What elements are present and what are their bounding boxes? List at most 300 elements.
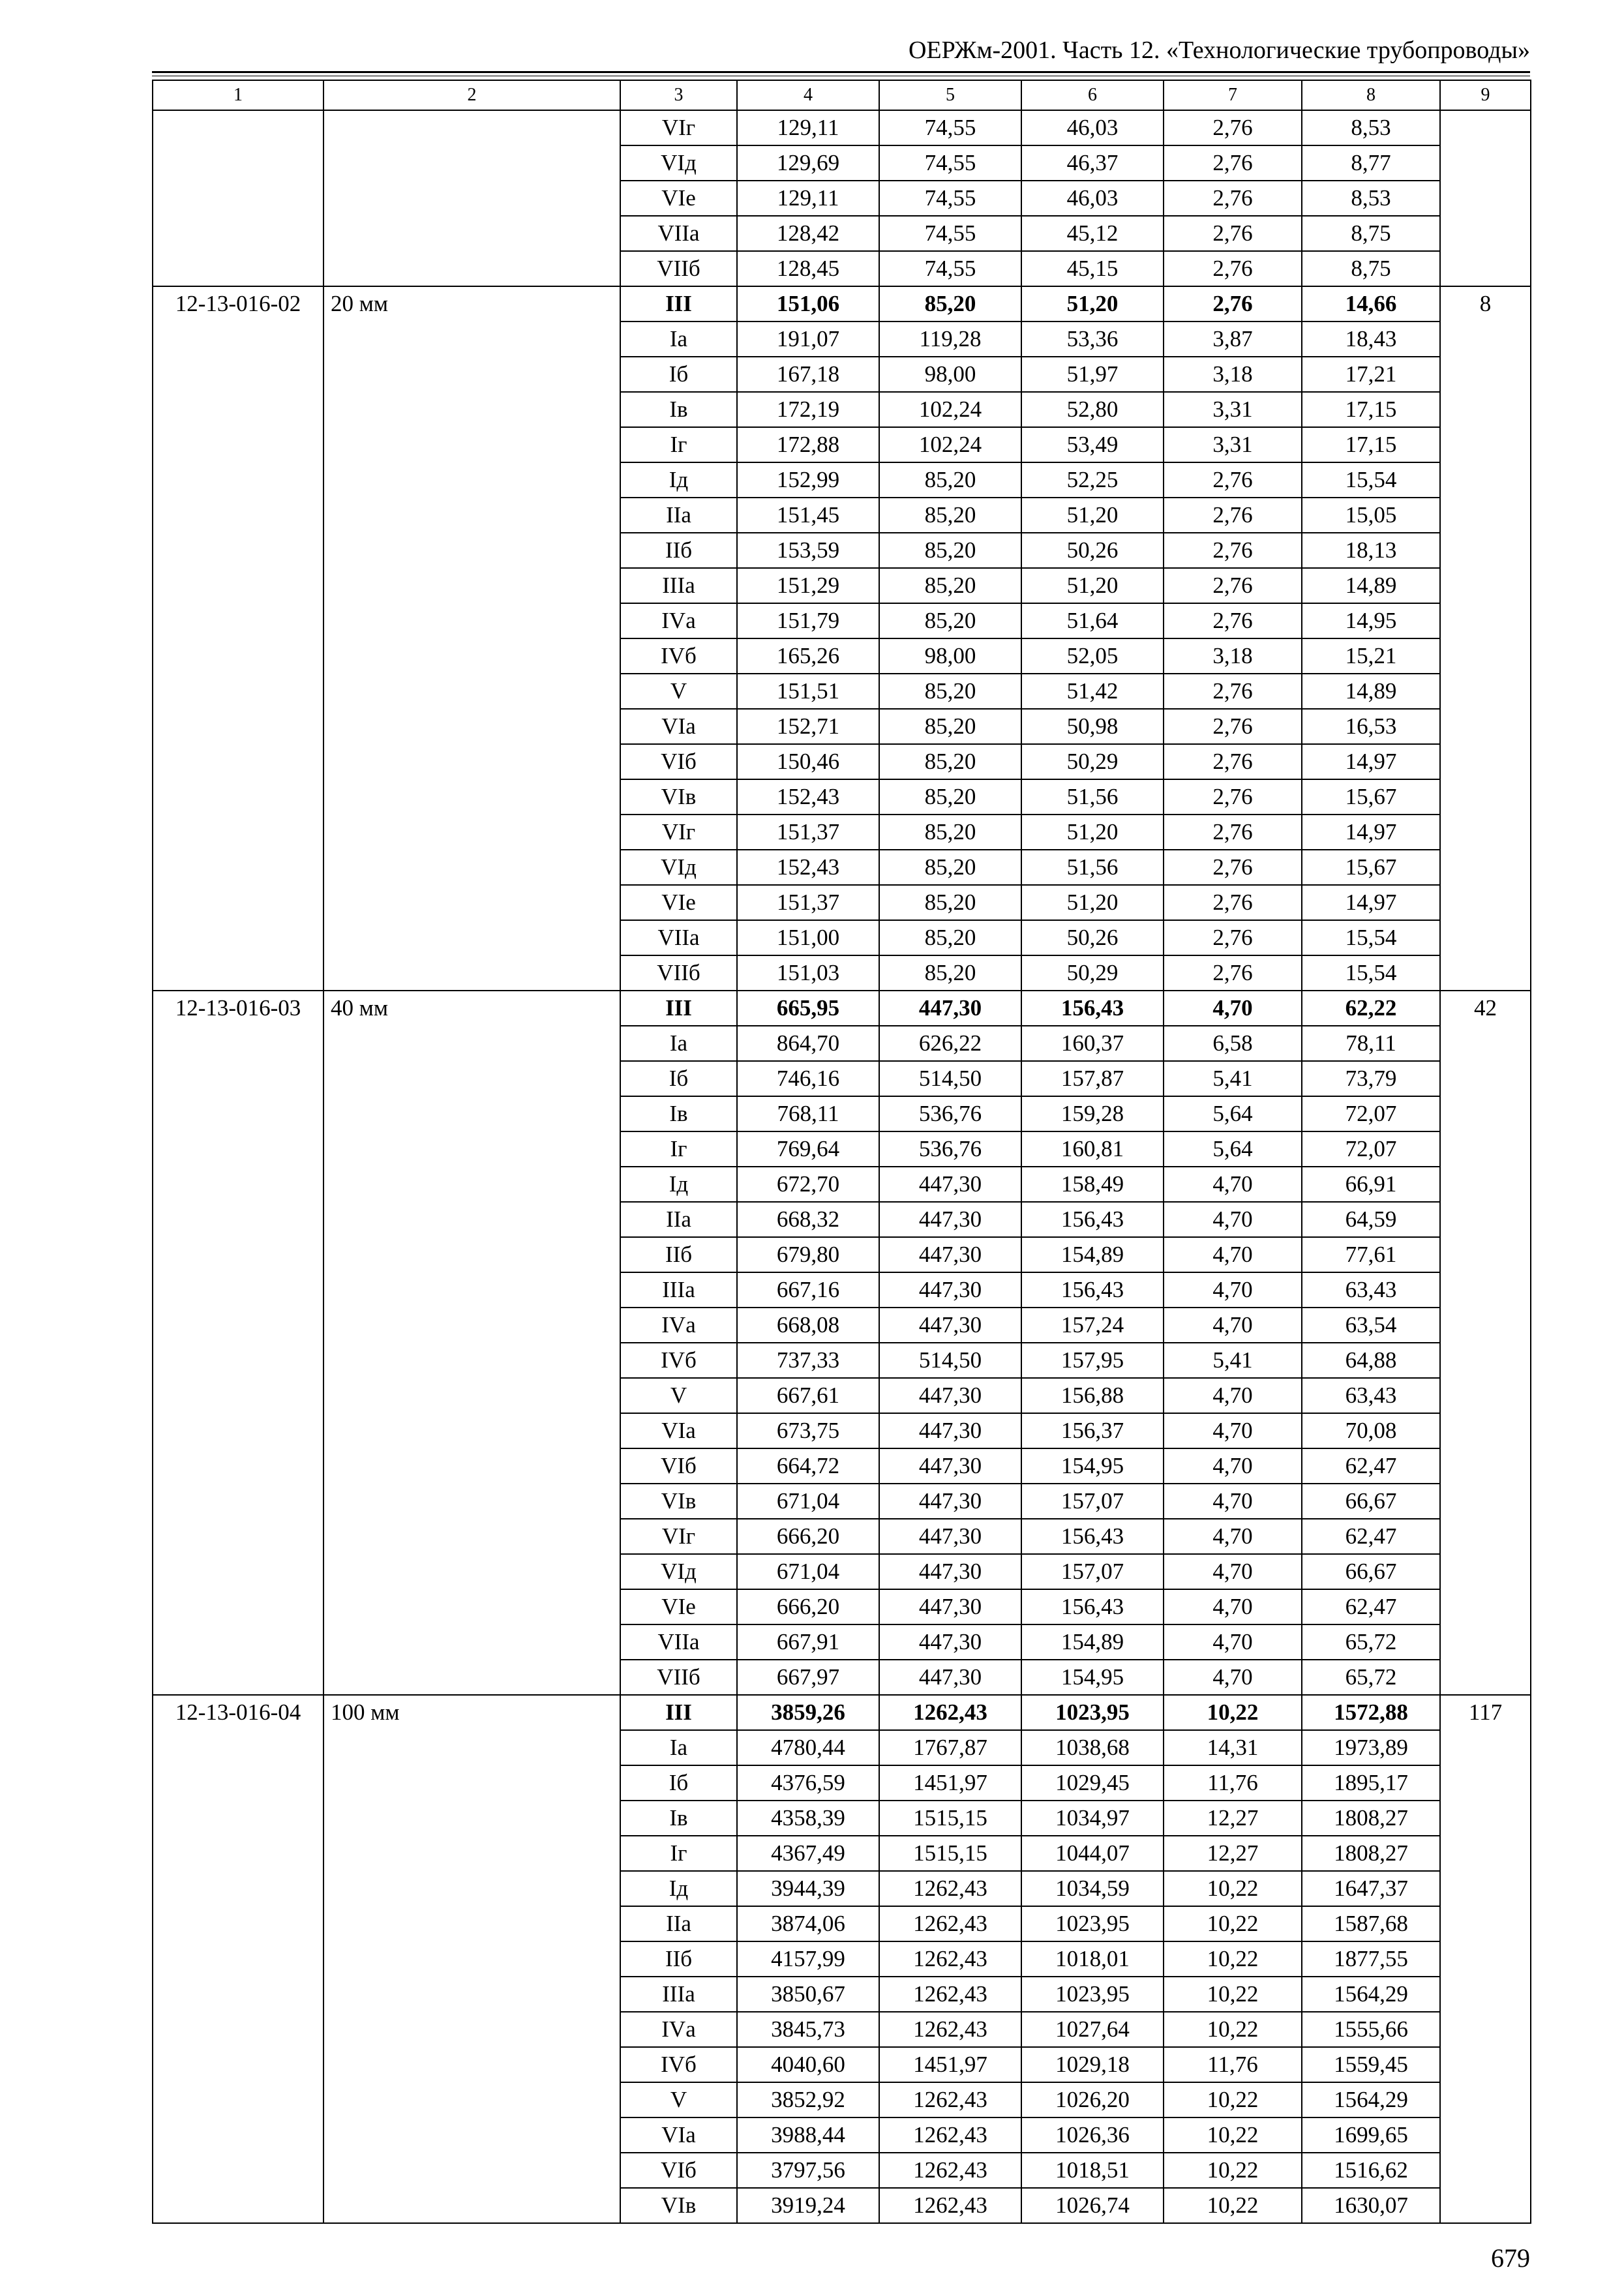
machine-cost-cell: 154,95	[1021, 1448, 1164, 1484]
total-cost-cell: 153,59	[737, 533, 879, 568]
total-cost-cell: 667,16	[737, 1272, 879, 1308]
total-cost-cell: 768,11	[737, 1096, 879, 1131]
wages-cell: 447,30	[879, 1484, 1021, 1519]
materials-cost-cell: 1587,68	[1302, 1906, 1440, 1941]
materials-cost-cell: 14,66	[1302, 286, 1440, 322]
variant-cell: VIа	[620, 2117, 737, 2153]
machine-cost-cell: 160,81	[1021, 1131, 1164, 1167]
total-cost-cell: 152,99	[737, 462, 879, 498]
materials-cost-cell: 14,97	[1302, 744, 1440, 779]
machinist-wages-cell: 12,27	[1164, 1836, 1302, 1871]
materials-cost-cell: 1895,17	[1302, 1765, 1440, 1801]
materials-cost-cell: 15,54	[1302, 462, 1440, 498]
machine-cost-cell: 1044,07	[1021, 1836, 1164, 1871]
total-cost-cell: 671,04	[737, 1554, 879, 1589]
variant-cell: VIд	[620, 850, 737, 885]
machinist-wages-cell: 5,41	[1164, 1061, 1302, 1096]
total-cost-cell: 151,51	[737, 674, 879, 709]
wages-cell: 447,30	[879, 991, 1021, 1026]
materials-cost-cell: 17,15	[1302, 427, 1440, 462]
materials-cost-cell: 15,67	[1302, 779, 1440, 815]
materials-cost-cell: 66,67	[1302, 1554, 1440, 1589]
wages-cell: 85,20	[879, 709, 1021, 744]
total-cost-cell: 737,33	[737, 1343, 879, 1378]
wages-cell: 447,30	[879, 1272, 1021, 1308]
variant-cell: VIIа	[620, 216, 737, 251]
variant-cell: VIв	[620, 1484, 737, 1519]
wages-cell: 1262,43	[879, 2117, 1021, 2153]
wages-cell: 447,30	[879, 1308, 1021, 1343]
total-cost-cell: 3988,44	[737, 2117, 879, 2153]
materials-cost-cell: 64,88	[1302, 1343, 1440, 1378]
materials-cost-cell: 1973,89	[1302, 1730, 1440, 1765]
machine-cost-cell: 50,29	[1021, 744, 1164, 779]
total-cost-cell: 666,20	[737, 1519, 879, 1554]
machinist-wages-cell: 2,76	[1164, 498, 1302, 533]
wages-cell: 1515,15	[879, 1836, 1021, 1871]
machine-cost-cell: 46,03	[1021, 110, 1164, 145]
total-cost-cell: 3919,24	[737, 2188, 879, 2223]
variant-cell: VIе	[620, 1589, 737, 1624]
wages-cell: 447,30	[879, 1237, 1021, 1272]
machine-cost-cell: 50,98	[1021, 709, 1164, 744]
wages-cell: 74,55	[879, 251, 1021, 286]
variant-cell: VIе	[620, 885, 737, 920]
machinist-wages-cell: 5,64	[1164, 1096, 1302, 1131]
machinist-wages-cell: 4,70	[1164, 1624, 1302, 1660]
rate-code-cell: 12-13-016-02	[153, 286, 323, 991]
rate-name-cell	[323, 110, 620, 286]
variant-cell: IVа	[620, 2012, 737, 2047]
wages-cell: 85,20	[879, 286, 1021, 322]
materials-cost-cell: 1877,55	[1302, 1941, 1440, 1977]
machine-cost-cell: 51,20	[1021, 815, 1164, 850]
table-row	[153, 1695, 1531, 1730]
machinist-wages-cell: 2,76	[1164, 568, 1302, 603]
materials-cost-cell: 14,97	[1302, 885, 1440, 920]
materials-cost-cell: 8,75	[1302, 216, 1440, 251]
machine-cost-cell: 1018,51	[1021, 2153, 1164, 2188]
machine-cost-cell: 52,80	[1021, 392, 1164, 427]
total-cost-cell: 664,72	[737, 1448, 879, 1484]
labor-cost-cell	[1440, 110, 1531, 286]
total-cost-cell: 667,97	[737, 1660, 879, 1695]
variant-cell: IVа	[620, 603, 737, 638]
wages-cell: 85,20	[879, 568, 1021, 603]
table-row	[153, 286, 1531, 322]
total-cost-cell: 191,07	[737, 322, 879, 357]
machine-cost-cell: 159,28	[1021, 1096, 1164, 1131]
total-cost-cell: 4780,44	[737, 1730, 879, 1765]
total-cost-cell: 3874,06	[737, 1906, 879, 1941]
materials-cost-cell: 1559,45	[1302, 2047, 1440, 2082]
wages-cell: 74,55	[879, 181, 1021, 216]
total-cost-cell: 151,29	[737, 568, 879, 603]
variant-cell: IVб	[620, 638, 737, 674]
variant-cell: V	[620, 1378, 737, 1413]
variant-cell: VIг	[620, 815, 737, 850]
variant-cell: VIг	[620, 1519, 737, 1554]
machinist-wages-cell: 2,76	[1164, 815, 1302, 850]
wages-cell: 1262,43	[879, 2153, 1021, 2188]
rate-name-cell: 20 мм	[323, 286, 620, 991]
header-rule-thick	[152, 71, 1530, 73]
machine-cost-cell: 51,56	[1021, 779, 1164, 815]
machinist-wages-cell: 10,22	[1164, 1695, 1302, 1730]
variant-cell: VIIа	[620, 1624, 737, 1660]
materials-cost-cell: 15,67	[1302, 850, 1440, 885]
materials-cost-cell: 15,05	[1302, 498, 1440, 533]
wages-cell: 85,20	[879, 850, 1021, 885]
machine-cost-cell: 154,89	[1021, 1624, 1164, 1660]
materials-cost-cell: 62,47	[1302, 1448, 1440, 1484]
machinist-wages-cell: 2,76	[1164, 779, 1302, 815]
wages-cell: 1262,43	[879, 1941, 1021, 1977]
wages-cell: 74,55	[879, 216, 1021, 251]
materials-cost-cell: 64,59	[1302, 1202, 1440, 1237]
column-number: 1	[153, 80, 323, 110]
machinist-wages-cell: 5,41	[1164, 1343, 1302, 1378]
variant-cell: III	[620, 1695, 737, 1730]
wages-cell: 514,50	[879, 1061, 1021, 1096]
rate-name-cell: 40 мм	[323, 991, 620, 1695]
variant-cell: III	[620, 991, 737, 1026]
total-cost-cell: 746,16	[737, 1061, 879, 1096]
materials-cost-cell: 62,47	[1302, 1589, 1440, 1624]
machine-cost-cell: 157,07	[1021, 1484, 1164, 1519]
rates-table	[152, 80, 1531, 2224]
variant-cell: VIд	[620, 1554, 737, 1589]
variant-cell: Iв	[620, 1096, 737, 1131]
machinist-wages-cell: 4,70	[1164, 1448, 1302, 1484]
machine-cost-cell: 156,88	[1021, 1378, 1164, 1413]
machine-cost-cell: 51,56	[1021, 850, 1164, 885]
machine-cost-cell: 1029,18	[1021, 2047, 1164, 2082]
total-cost-cell: 668,08	[737, 1308, 879, 1343]
wages-cell: 447,30	[879, 1589, 1021, 1624]
materials-cost-cell: 16,53	[1302, 709, 1440, 744]
materials-cost-cell: 72,07	[1302, 1096, 1440, 1131]
rates-table-body	[153, 80, 1531, 2223]
machine-cost-cell: 157,07	[1021, 1554, 1164, 1589]
wages-cell: 1262,43	[879, 1977, 1021, 2012]
total-cost-cell: 864,70	[737, 1026, 879, 1061]
machinist-wages-cell: 11,76	[1164, 2047, 1302, 2082]
machinist-wages-cell: 10,22	[1164, 1977, 1302, 2012]
materials-cost-cell: 15,54	[1302, 920, 1440, 955]
machinist-wages-cell: 2,76	[1164, 955, 1302, 991]
machine-cost-cell: 50,26	[1021, 920, 1164, 955]
variant-cell: Iб	[620, 357, 737, 392]
variant-cell: IIа	[620, 1906, 737, 1941]
machine-cost-cell: 46,03	[1021, 181, 1164, 216]
rate-name-cell: 100 мм	[323, 1695, 620, 2223]
machinist-wages-cell: 3,31	[1164, 392, 1302, 427]
wages-cell: 85,20	[879, 779, 1021, 815]
variant-cell: Iг	[620, 1131, 737, 1167]
total-cost-cell: 4358,39	[737, 1801, 879, 1836]
machinist-wages-cell: 3,31	[1164, 427, 1302, 462]
materials-cost-cell: 62,47	[1302, 1519, 1440, 1554]
table-row	[153, 991, 1531, 1026]
machinist-wages-cell: 11,76	[1164, 1765, 1302, 1801]
machinist-wages-cell: 2,76	[1164, 251, 1302, 286]
variant-cell: VIIа	[620, 920, 737, 955]
total-cost-cell: 665,95	[737, 991, 879, 1026]
total-cost-cell: 672,70	[737, 1167, 879, 1202]
machine-cost-cell: 51,97	[1021, 357, 1164, 392]
wages-cell: 119,28	[879, 322, 1021, 357]
materials-cost-cell: 1572,88	[1302, 1695, 1440, 1730]
total-cost-cell: 4367,49	[737, 1836, 879, 1871]
wages-cell: 1262,43	[879, 1871, 1021, 1906]
machine-cost-cell: 156,43	[1021, 1589, 1164, 1624]
machinist-wages-cell: 4,70	[1164, 1554, 1302, 1589]
column-number: 4	[737, 80, 879, 110]
machinist-wages-cell: 2,76	[1164, 181, 1302, 216]
materials-cost-cell: 1647,37	[1302, 1871, 1440, 1906]
variant-cell: VIв	[620, 779, 737, 815]
materials-cost-cell: 17,21	[1302, 357, 1440, 392]
table-row	[153, 110, 1531, 145]
materials-cost-cell: 17,15	[1302, 392, 1440, 427]
machine-cost-cell: 45,12	[1021, 216, 1164, 251]
materials-cost-cell: 66,67	[1302, 1484, 1440, 1519]
machinist-wages-cell: 4,70	[1164, 1413, 1302, 1448]
materials-cost-cell: 77,61	[1302, 1237, 1440, 1272]
machinist-wages-cell: 2,76	[1164, 216, 1302, 251]
machine-cost-cell: 46,37	[1021, 145, 1164, 181]
machinist-wages-cell: 4,70	[1164, 991, 1302, 1026]
machinist-wages-cell: 4,70	[1164, 1660, 1302, 1695]
variant-cell: IIIа	[620, 568, 737, 603]
variant-cell: Iд	[620, 1167, 737, 1202]
column-number: 5	[879, 80, 1021, 110]
machinist-wages-cell: 3,18	[1164, 357, 1302, 392]
page-number: 679	[1491, 2243, 1530, 2273]
total-cost-cell: 152,71	[737, 709, 879, 744]
variant-cell: VIа	[620, 1413, 737, 1448]
materials-cost-cell: 15,54	[1302, 955, 1440, 991]
materials-cost-cell: 14,95	[1302, 603, 1440, 638]
total-cost-cell: 151,00	[737, 920, 879, 955]
total-cost-cell: 129,69	[737, 145, 879, 181]
total-cost-cell: 165,26	[737, 638, 879, 674]
wages-cell: 98,00	[879, 357, 1021, 392]
wages-cell: 85,20	[879, 533, 1021, 568]
materials-cost-cell: 1516,62	[1302, 2153, 1440, 2188]
total-cost-cell: 679,80	[737, 1237, 879, 1272]
total-cost-cell: 673,75	[737, 1413, 879, 1448]
wages-cell: 447,30	[879, 1413, 1021, 1448]
total-cost-cell: 128,42	[737, 216, 879, 251]
variant-cell: Iа	[620, 1730, 737, 1765]
total-cost-cell: 4157,99	[737, 1941, 879, 1977]
machine-cost-cell: 1027,64	[1021, 2012, 1164, 2047]
machinist-wages-cell: 4,70	[1164, 1237, 1302, 1272]
wages-cell: 74,55	[879, 110, 1021, 145]
variant-cell: VIв	[620, 2188, 737, 2223]
column-number: 8	[1302, 80, 1440, 110]
machine-cost-cell: 156,37	[1021, 1413, 1164, 1448]
wages-cell: 447,30	[879, 1202, 1021, 1237]
machine-cost-cell: 1026,74	[1021, 2188, 1164, 2223]
total-cost-cell: 167,18	[737, 357, 879, 392]
materials-cost-cell: 66,91	[1302, 1167, 1440, 1202]
machinist-wages-cell: 4,70	[1164, 1378, 1302, 1413]
machinist-wages-cell: 2,76	[1164, 885, 1302, 920]
variant-cell: IIIа	[620, 1272, 737, 1308]
machine-cost-cell: 158,49	[1021, 1167, 1164, 1202]
wages-cell: 1262,43	[879, 2188, 1021, 2223]
wages-cell: 85,20	[879, 603, 1021, 638]
machine-cost-cell: 156,43	[1021, 1202, 1164, 1237]
wages-cell: 536,76	[879, 1131, 1021, 1167]
labor-cost-cell: 42	[1440, 991, 1531, 1695]
machine-cost-cell: 51,20	[1021, 885, 1164, 920]
rate-code-cell	[153, 110, 323, 286]
machine-cost-cell: 1023,95	[1021, 1906, 1164, 1941]
materials-cost-cell: 78,11	[1302, 1026, 1440, 1061]
machine-cost-cell: 1034,97	[1021, 1801, 1164, 1836]
wages-cell: 1262,43	[879, 2082, 1021, 2117]
machine-cost-cell: 154,89	[1021, 1237, 1164, 1272]
wages-cell: 102,24	[879, 427, 1021, 462]
machine-cost-cell: 154,95	[1021, 1660, 1164, 1695]
materials-cost-cell: 65,72	[1302, 1660, 1440, 1695]
machine-cost-cell: 1038,68	[1021, 1730, 1164, 1765]
variant-cell: VIд	[620, 145, 737, 181]
machinist-wages-cell: 3,18	[1164, 638, 1302, 674]
wages-cell: 85,20	[879, 674, 1021, 709]
total-cost-cell: 151,06	[737, 286, 879, 322]
machine-cost-cell: 1023,95	[1021, 1695, 1164, 1730]
variant-cell: IVб	[620, 1343, 737, 1378]
total-cost-cell: 3850,67	[737, 1977, 879, 2012]
variant-cell: Iд	[620, 462, 737, 498]
variant-cell: V	[620, 674, 737, 709]
total-cost-cell: 151,45	[737, 498, 879, 533]
variant-cell: Iв	[620, 392, 737, 427]
materials-cost-cell: 18,43	[1302, 322, 1440, 357]
materials-cost-cell: 1808,27	[1302, 1801, 1440, 1836]
materials-cost-cell: 14,89	[1302, 568, 1440, 603]
machine-cost-cell: 50,29	[1021, 955, 1164, 991]
materials-cost-cell: 72,07	[1302, 1131, 1440, 1167]
variant-cell: VIб	[620, 1448, 737, 1484]
wages-cell: 447,30	[879, 1660, 1021, 1695]
variant-cell: VIб	[620, 2153, 737, 2188]
machinist-wages-cell: 5,64	[1164, 1131, 1302, 1167]
total-cost-cell: 129,11	[737, 181, 879, 216]
machinist-wages-cell: 3,87	[1164, 322, 1302, 357]
column-number: 2	[323, 80, 620, 110]
materials-cost-cell: 8,53	[1302, 110, 1440, 145]
machinist-wages-cell: 4,70	[1164, 1589, 1302, 1624]
column-number-row	[153, 80, 1531, 110]
machinist-wages-cell: 10,22	[1164, 2082, 1302, 2117]
total-cost-cell: 668,32	[737, 1202, 879, 1237]
variant-cell: III	[620, 286, 737, 322]
total-cost-cell: 128,45	[737, 251, 879, 286]
total-cost-cell: 151,37	[737, 885, 879, 920]
materials-cost-cell: 14,89	[1302, 674, 1440, 709]
total-cost-cell: 3797,56	[737, 2153, 879, 2188]
machine-cost-cell: 160,37	[1021, 1026, 1164, 1061]
total-cost-cell: 667,91	[737, 1624, 879, 1660]
machine-cost-cell: 51,20	[1021, 286, 1164, 322]
variant-cell: VIе	[620, 181, 737, 216]
machine-cost-cell: 1034,59	[1021, 1871, 1164, 1906]
materials-cost-cell: 15,21	[1302, 638, 1440, 674]
machine-cost-cell: 53,36	[1021, 322, 1164, 357]
variant-cell: VIб	[620, 744, 737, 779]
column-number: 9	[1440, 80, 1531, 110]
machine-cost-cell: 1026,20	[1021, 2082, 1164, 2117]
total-cost-cell: 151,79	[737, 603, 879, 638]
variant-cell: IIIа	[620, 1977, 737, 2012]
variant-cell: Iг	[620, 427, 737, 462]
materials-cost-cell: 1699,65	[1302, 2117, 1440, 2153]
total-cost-cell: 172,88	[737, 427, 879, 462]
column-number: 3	[620, 80, 737, 110]
total-cost-cell: 671,04	[737, 1484, 879, 1519]
variant-cell: VIIб	[620, 955, 737, 991]
labor-cost-cell: 117	[1440, 1695, 1531, 2223]
machine-cost-cell: 156,43	[1021, 1519, 1164, 1554]
machine-cost-cell: 1029,45	[1021, 1765, 1164, 1801]
machine-cost-cell: 1026,36	[1021, 2117, 1164, 2153]
total-cost-cell: 3944,39	[737, 1871, 879, 1906]
materials-cost-cell: 1808,27	[1302, 1836, 1440, 1871]
wages-cell: 1262,43	[879, 1906, 1021, 1941]
wages-cell: 85,20	[879, 920, 1021, 955]
materials-cost-cell: 63,43	[1302, 1272, 1440, 1308]
wages-cell: 514,50	[879, 1343, 1021, 1378]
machinist-wages-cell: 2,76	[1164, 850, 1302, 885]
wages-cell: 1262,43	[879, 1695, 1021, 1730]
wages-cell: 98,00	[879, 638, 1021, 674]
machinist-wages-cell: 4,70	[1164, 1202, 1302, 1237]
machinist-wages-cell: 2,76	[1164, 462, 1302, 498]
rate-code-cell: 12-13-016-04	[153, 1695, 323, 2223]
variant-cell: IIб	[620, 1237, 737, 1272]
machine-cost-cell: 51,20	[1021, 568, 1164, 603]
machinist-wages-cell: 2,76	[1164, 533, 1302, 568]
wages-cell: 85,20	[879, 815, 1021, 850]
total-cost-cell: 129,11	[737, 110, 879, 145]
machinist-wages-cell: 4,70	[1164, 1167, 1302, 1202]
wages-cell: 447,30	[879, 1167, 1021, 1202]
labor-cost-cell: 8	[1440, 286, 1531, 991]
machine-cost-cell: 51,42	[1021, 674, 1164, 709]
machinist-wages-cell: 2,76	[1164, 145, 1302, 181]
variant-cell: Iа	[620, 1026, 737, 1061]
total-cost-cell: 151,37	[737, 815, 879, 850]
machinist-wages-cell: 10,22	[1164, 2117, 1302, 2153]
variant-cell: IVа	[620, 1308, 737, 1343]
wages-cell: 74,55	[879, 145, 1021, 181]
wages-cell: 447,30	[879, 1448, 1021, 1484]
machinist-wages-cell: 4,70	[1164, 1308, 1302, 1343]
variant-cell: IVб	[620, 2047, 737, 2082]
variant-cell: Iв	[620, 1801, 737, 1836]
wages-cell: 85,20	[879, 498, 1021, 533]
wages-cell: 447,30	[879, 1624, 1021, 1660]
column-number: 7	[1164, 80, 1302, 110]
variant-cell: VIIб	[620, 1660, 737, 1695]
machine-cost-cell: 52,25	[1021, 462, 1164, 498]
